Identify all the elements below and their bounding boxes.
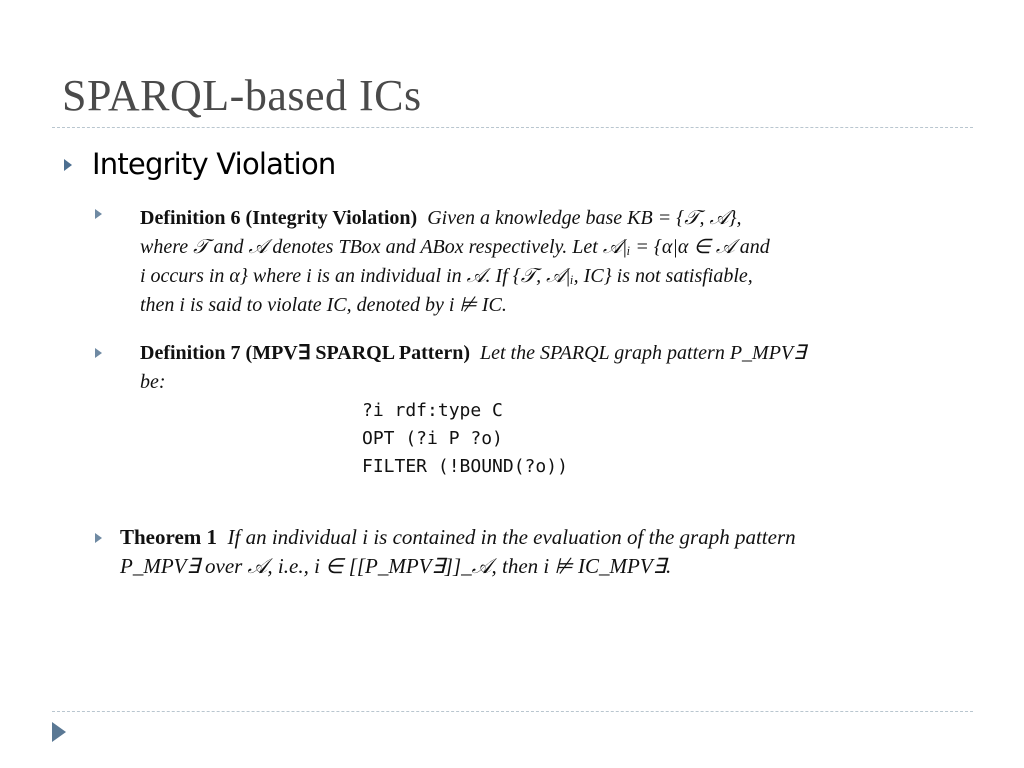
title-divider [52,127,973,128]
definition-6 [140,204,770,320]
theorem-1-line-2: P_MPV∃ over 𝒜, i.e., i ∈ [[P_MPV∃]]_𝒜, then i ⊭ IC_MPV∃. [120,554,672,578]
triangle-nav-icon[interactable] [52,722,66,742]
theorem-1-head: Theorem 1 [120,525,218,549]
theorem-1 [120,523,796,581]
triangle-bullet-icon [95,209,102,219]
sparql-code-block [362,397,568,481]
definition-6-head: Definition 6 (Integrity Violation) [140,207,418,229]
definition-7-head: Definition 7 (MPV∃ SPARQL Pattern) [140,342,470,364]
definition-6-line-1: Given a knowledge base KB = {𝒯, 𝒜}, [427,207,742,229]
definition-6-line-2: where 𝒯 and 𝒜 denotes TBox and ABox respectively. Let 𝒜|ᵢ = {α|α ∈ 𝒜 and [140,236,770,258]
code-line: OPT (?i P ?o) [362,428,503,449]
code-line: FILTER (!BOUND(?o)) [362,456,568,477]
slide-title: SPARQL-based ICs [62,71,422,120]
definition-7-line-2: be: [140,371,166,393]
theorem-1-line-1: If an individual i is contained in the evaluation of the graph pattern [227,525,796,549]
code-line: ?i rdf:type C [362,400,503,421]
triangle-bullet-icon [64,159,72,171]
definition-6-line-3: i occurs in α} where i is an individual in 𝒜. If {𝒯, 𝒜|ᵢ, IC} is not satisfiable, [140,265,753,287]
footer-divider [52,711,973,712]
triangle-bullet-icon [95,533,102,543]
triangle-bullet-icon [95,348,102,358]
definition-7-line-1: Let the SPARQL graph pattern P_MPV∃ [480,342,806,364]
definition-7 [140,339,806,397]
bullet-integrity-violation: Integrity Violation [92,147,336,181]
definition-6-line-4: then i is said to violate IC, denoted by i ⊭ IC. [140,294,507,316]
